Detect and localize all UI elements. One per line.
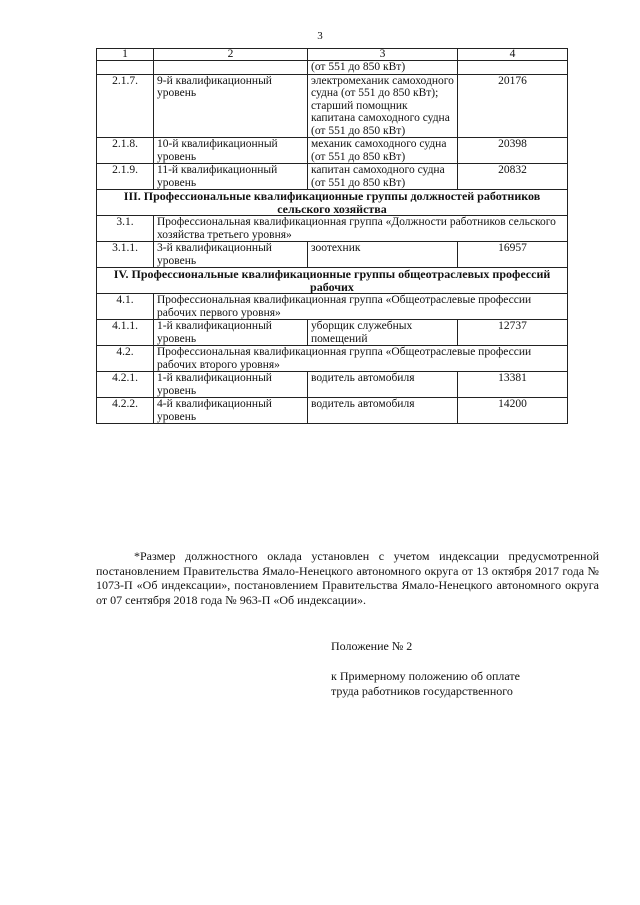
salary-value: 20398	[458, 138, 568, 164]
row-number: 3.1.	[97, 216, 154, 242]
table-row	[97, 74, 568, 138]
row-number: 4.2.1.	[97, 372, 154, 398]
salary-value	[458, 61, 568, 75]
appendix-line: труда работников государственного	[331, 684, 513, 698]
appendix-subtitle	[331, 669, 601, 699]
group-title: Профессиональная квалификационная группа «Общеотраслевые профессии рабочих второго уровня»	[154, 346, 568, 372]
header-cell-4: 4	[458, 49, 568, 61]
position-name: капитан самоходного судна (от 551 до 850 кВт)	[308, 164, 458, 190]
qualification-level: 9-й квалификационный уровень	[154, 74, 308, 138]
table-header-row	[97, 49, 568, 61]
position-name: зоотехник	[308, 242, 458, 268]
qualification-level: 11-й квалификационный уровень	[154, 164, 308, 190]
table-row	[97, 138, 568, 164]
qualification-level: 1-й квалификационный уровень	[154, 320, 308, 346]
position-name: (от 551 до 850 кВт)	[308, 61, 458, 75]
qualification-level: 10-й квалификационный уровень	[154, 138, 308, 164]
position-name: механик самоходного судна (от 551 до 850 кВт)	[308, 138, 458, 164]
header-cell-3: 3	[308, 49, 458, 61]
salary-value: 16957	[458, 242, 568, 268]
header-cell-1: 1	[97, 49, 154, 61]
appendix-line: к Примерному положению об оплате	[331, 669, 520, 683]
salary-value: 13381	[458, 372, 568, 398]
qualification-level: 3-й квалификационный уровень	[154, 242, 308, 268]
footnote	[96, 549, 599, 607]
table-row	[97, 61, 568, 75]
row-number: 3.1.1.	[97, 242, 154, 268]
row-number: 2.1.8.	[97, 138, 154, 164]
salary-value: 20832	[458, 164, 568, 190]
section-title: IV. Профессиональные квалификационные группы общеотраслевых профессий рабочих	[97, 268, 568, 294]
group-title: Профессиональная квалификационная группа «Должности работников сельского хозяйства третьего уровня»	[154, 216, 568, 242]
salary-value: 12737	[458, 320, 568, 346]
appendix-title: Положение № 2	[331, 639, 413, 653]
salary-value: 14200	[458, 398, 568, 424]
group-row	[97, 346, 568, 372]
table-row	[97, 242, 568, 268]
qualification-level	[154, 61, 308, 75]
row-number: 4.1.1.	[97, 320, 154, 346]
row-number: 4.1.	[97, 294, 154, 320]
salary-table	[96, 48, 568, 424]
group-title: Профессиональная квалификационная группа «Общеотраслевые профессии рабочих первого уровня»	[154, 294, 568, 320]
table-row	[97, 398, 568, 424]
row-number	[97, 61, 154, 75]
position-name: водитель автомобиля	[308, 372, 458, 398]
section-header-row	[97, 190, 568, 216]
group-row	[97, 216, 568, 242]
row-number: 2.1.9.	[97, 164, 154, 190]
position-name: электромеханик самоходного судна (от 551 до 850 кВт); старший помощник капитана самоходного судна (от 551 до 850 кВт)	[308, 74, 458, 138]
section-title: III. Профессиональные квалификационные группы должностей работников сельского хозяйства	[97, 190, 568, 216]
row-number: 4.2.	[97, 346, 154, 372]
row-number: 2.1.7.	[97, 74, 154, 138]
qualification-level: 1-й квалификационный уровень	[154, 372, 308, 398]
footnote-text: *Размер должностного оклада установлен с учетом индексации предусмотренной постановлением Правительства Ямало-Ненецкого автономного округа от 13 октября 2017 года № 1073-П «Об индексации», постановлением Правительства Ямало-Ненецкого автономного округа от 07 сентября 2018 года № 963-П «Об индексации».	[96, 549, 599, 607]
table-row	[97, 372, 568, 398]
page-number: 3	[317, 30, 323, 42]
section-header-row	[97, 268, 568, 294]
row-number: 4.2.2.	[97, 398, 154, 424]
position-name: водитель автомобиля	[308, 398, 458, 424]
salary-value: 20176	[458, 74, 568, 138]
header-cell-2: 2	[154, 49, 308, 61]
position-name: уборщик служебных помещений	[308, 320, 458, 346]
qualification-level: 4-й квалификационный уровень	[154, 398, 308, 424]
group-row	[97, 294, 568, 320]
table-row	[97, 320, 568, 346]
table-row	[97, 164, 568, 190]
